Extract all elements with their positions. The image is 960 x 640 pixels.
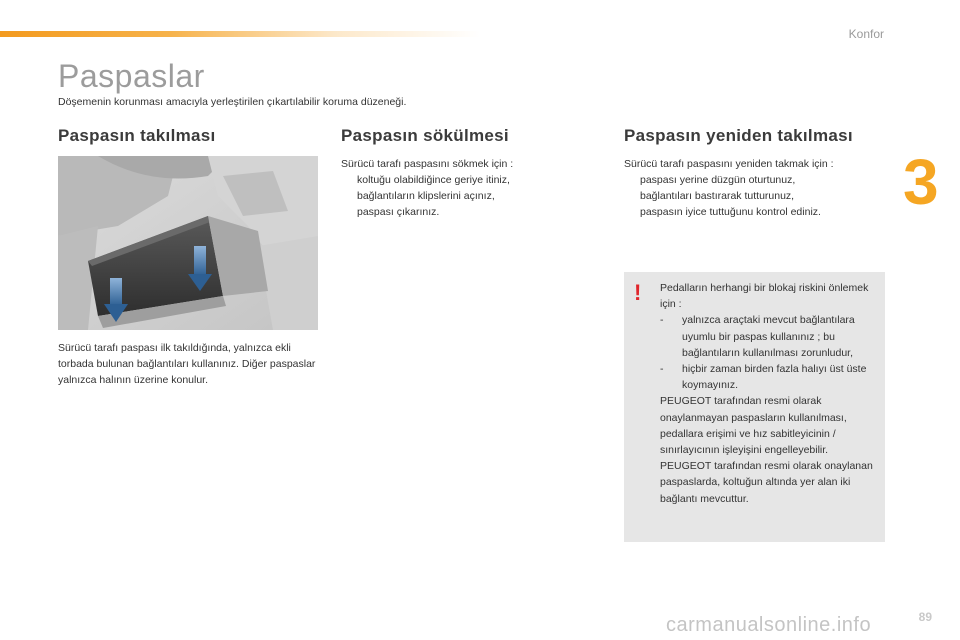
page-number: 89 — [918, 610, 932, 624]
warning-box — [624, 272, 885, 542]
warning-icon: ! — [634, 280, 642, 305]
removal-heading: Paspasın sökülmesi — [341, 126, 509, 145]
section-label: Konfor — [848, 27, 884, 41]
list-item: - hiçbir zaman birden fazla halıyı üst üste koymayınız. — [660, 361, 882, 393]
page-subtitle: Döşemenin korunması amacıyla yerleştirilen çıkartılabilir koruma düzeneği. — [58, 96, 407, 108]
dash-marker: - — [660, 314, 664, 327]
list-item: paspası yerine düzgün oturtunuz, — [640, 174, 796, 186]
warning-text — [660, 280, 882, 507]
reinstall-instructions — [624, 156, 884, 220]
watermark: carmanualsonline.info — [666, 614, 872, 636]
page-title: Paspaslar — [58, 58, 205, 94]
list-item: koltuğu olabildiğince geriye itiniz, — [357, 174, 510, 186]
chapter-number: 3 — [903, 146, 939, 218]
installation-caption: Sürücü tarafı paspası ilk takıldığında, yalnızca ekli torbada bulunan bağlantıları kullanınız. Diğer paspaslar yalnızca halının üzerine konulur. — [58, 342, 316, 386]
reinstall-intro: Sürücü tarafı paspasını yeniden takmak için : — [624, 158, 834, 170]
list-item: paspasın iyice tuttuğunu kontrol ediniz. — [640, 206, 821, 218]
floor-mat-photo — [58, 156, 318, 330]
car-interior-illustration — [58, 156, 318, 330]
list-item: bağlantıların klipslerini açınız, — [357, 190, 495, 202]
installation-heading: Paspasın takılması — [58, 126, 216, 145]
reinstall-heading: Paspasın yeniden takılması — [624, 126, 853, 145]
dash-marker: - — [660, 363, 664, 376]
list-item: paspası çıkarınız. — [357, 206, 440, 218]
warning-paragraph-2: PEUGEOT tarafından resmi olarak onaylanan paspaslarda, koltuğun altında yer alan iki bağlantı mevcuttur. — [660, 460, 873, 505]
removal-intro: Sürücü tarafı paspasını sökmek için : — [341, 158, 514, 170]
removal-instructions — [341, 156, 601, 220]
header-accent-bar — [0, 31, 480, 37]
list-item: bağlantıları bastırarak tutturunuz, — [640, 190, 795, 202]
list-item: - yalnızca araçtaki mevcut bağlantılara uyumlu bir paspas kullanınız ; bu bağlantıların kullanılması zorunludur, — [660, 312, 882, 361]
warning-paragraph-1: PEUGEOT tarafından resmi olarak onaylanmayan paspasların kullanılması, pedallara erişimi ve hız sabitleyicinin / sınırlayıcının işleyişini engelleyebilir. — [660, 395, 847, 457]
warning-intro: Pedalların herhangi bir blokaj riskini önlemek için : — [660, 282, 869, 311]
